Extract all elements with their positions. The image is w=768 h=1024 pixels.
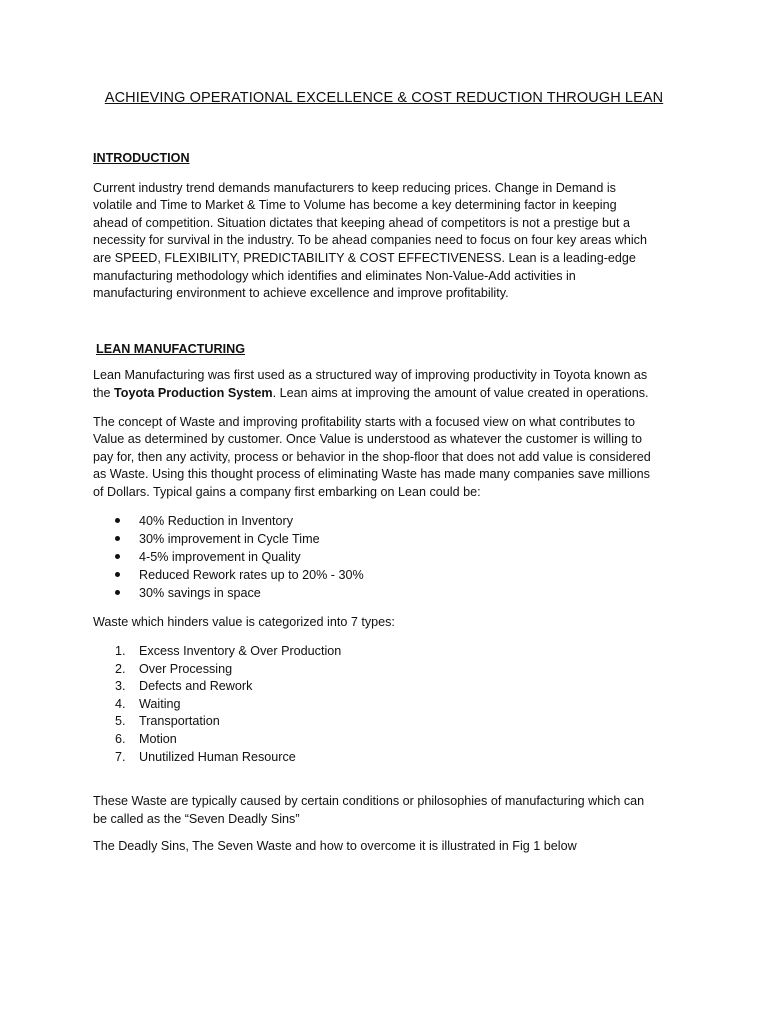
toyota-production-system-term: Toyota Production System: [114, 385, 273, 400]
bullet-icon: [115, 572, 120, 577]
list-number: 4.: [115, 696, 126, 711]
list-item: [93, 731, 683, 749]
list-item-text: Over Processing: [139, 661, 233, 676]
paragraph-line: manufacturing methodology which identifies and eliminates Non-Value-Add activities in: [93, 268, 576, 283]
lean-paragraph-2: [93, 414, 683, 502]
list-item-text: Defects and Rework: [139, 679, 253, 694]
list-item: [93, 661, 683, 679]
paragraph-line: of Dollars. Typical gains a company first embarking on Lean could be:: [93, 484, 481, 499]
list-item: [93, 643, 683, 661]
waste-types-list: [93, 643, 683, 766]
bullet-icon: [115, 536, 120, 541]
bullet-icon: [115, 518, 120, 523]
paragraph-line: Current industry trend demands manufacturers to keep reducing prices. Change in Demand is: [93, 180, 616, 195]
text-run: the: [93, 385, 115, 400]
document-title: ACHIEVING OPERATIONAL EXCELLENCE & COST REDUCTION THROUGH LEAN: [104, 90, 664, 106]
waste-intro: Waste which hinders value is categorized into 7 types:: [93, 614, 395, 629]
introduction-heading: INTRODUCTION: [93, 151, 190, 165]
paragraph-line: Lean Manufacturing was first used as a structured way of improving productivity in Toyota known as: [93, 368, 648, 383]
list-item: [93, 566, 683, 584]
lean-manufacturing-heading: LEAN MANUFACTURING: [96, 341, 246, 356]
introduction-paragraph: [93, 180, 683, 303]
list-number: 3.: [115, 679, 126, 694]
list-number: 6.: [115, 732, 126, 747]
list-item: [93, 749, 683, 767]
list-item: [93, 530, 683, 548]
bullet-icon: [115, 590, 120, 595]
list-number: 2.: [115, 661, 126, 676]
paragraph-line: These Waste are typically caused by certain conditions or philosophies of manufacturing which can: [93, 794, 645, 809]
paragraph-line: volatile and Time to Market & Time to Volume has become a key determining factor in keeping: [93, 198, 617, 213]
closing-paragraph: The Deadly Sins, The Seven Waste and how to overcome it is illustrated in Fig 1 below: [93, 839, 577, 854]
list-item-text: Motion: [139, 732, 177, 747]
list-item-text: Transportation: [139, 714, 220, 729]
paragraph-line: The concept of Waste and improving profitability starts with a focused view on what contributes to: [93, 414, 636, 429]
list-item: [93, 696, 683, 714]
list-item-text: Unutilized Human Resource: [139, 749, 296, 764]
paragraph-line: as Waste. Using this thought process of eliminating Waste has made many companies save millions: [93, 467, 650, 482]
list-item-text: 4-5% improvement in Quality: [139, 549, 301, 564]
paragraph-line: be called as the “Seven Deadly Sins”: [93, 811, 300, 826]
document-body: [93, 150, 683, 856]
list-item: [93, 713, 683, 731]
list-item: [93, 548, 683, 566]
list-item-text: Reduced Rework rates up to 20% - 30%: [139, 567, 364, 582]
list-item-text: 40% Reduction in Inventory: [139, 513, 294, 528]
list-item-text: 30% improvement in Cycle Time: [139, 531, 320, 546]
list-item: [93, 512, 683, 530]
paragraph-line: ahead of competition. Situation dictates that keeping ahead of competitors is not a prestige but a: [93, 215, 630, 230]
list-item-text: Waiting: [139, 696, 181, 711]
list-item: [93, 678, 683, 696]
paragraph-line: are SPEED, FLEXIBILITY, PREDICTABILITY & COST EFFECTIVENESS. Lean is a leading-edge: [93, 250, 636, 265]
list-number: 7.: [115, 749, 126, 764]
seven-deadly-sins-paragraph: [93, 793, 683, 828]
list-item-text: Excess Inventory & Over Production: [139, 644, 342, 659]
list-number: 1.: [115, 644, 126, 659]
paragraph-line: [93, 385, 683, 403]
paragraph-line: Value as determined by customer. Once Value is understood as whatever the customer is willing to: [93, 432, 643, 447]
bullet-icon: [115, 554, 120, 559]
paragraph-line: manufacturing environment to achieve excellence and improve profitability.: [93, 286, 509, 301]
gains-list: [93, 512, 683, 602]
lean-paragraph-1: [93, 367, 683, 402]
paragraph-line: pay for, then any activity, process or behavior in the shop-floor that does not add value is considered: [93, 449, 651, 464]
list-number: 5.: [115, 714, 126, 729]
list-item-text: 30% savings in space: [139, 585, 261, 600]
list-item: [93, 584, 683, 602]
text-run: . Lean aims at improving the amount of value created in operations.: [272, 385, 649, 400]
paragraph-line: necessity for survival in the industry. To be ahead companies need to focus on four key areas which: [93, 233, 647, 248]
